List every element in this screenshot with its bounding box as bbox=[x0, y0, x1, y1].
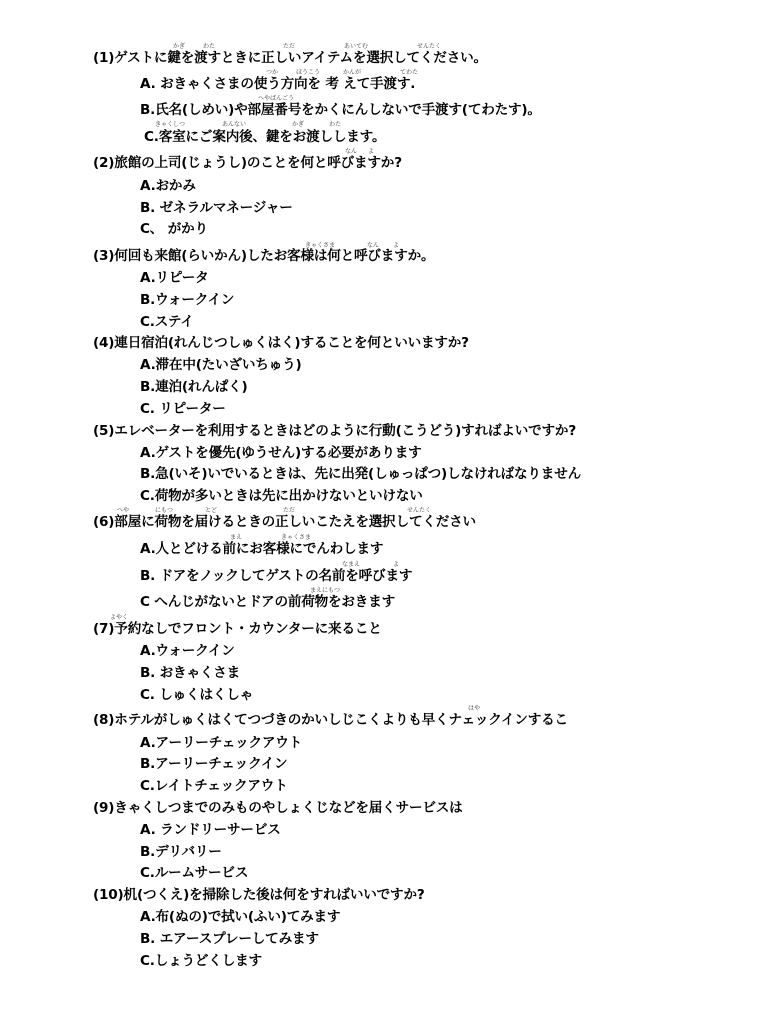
question-text: ホテルがしゅくはくてつづきのかいしじこくよりも早くナェックインするこ bbox=[114, 712, 568, 728]
question-9 bbox=[93, 800, 463, 816]
furigana: なまえ bbox=[342, 561, 361, 568]
furigana: きゃくさま bbox=[305, 242, 336, 249]
furigana: きゃくしつ bbox=[155, 121, 186, 128]
option-3b: B.ウォークイン bbox=[140, 292, 235, 308]
furigana: よ bbox=[393, 242, 400, 249]
furigana: よ bbox=[393, 561, 400, 568]
furigana: よ bbox=[368, 148, 375, 155]
furigana: つか bbox=[266, 69, 279, 76]
option-8a: A.アーリーチェックアウト bbox=[140, 735, 303, 751]
option-4b: B.連泊(れんぱく) bbox=[140, 379, 248, 395]
furigana: あんない bbox=[222, 121, 247, 128]
question-5 bbox=[93, 423, 576, 439]
question-number: (5) bbox=[93, 423, 115, 439]
question-number: (4) bbox=[93, 335, 115, 351]
question-number: (2) bbox=[93, 155, 115, 171]
furigana: よやく bbox=[110, 614, 129, 621]
furigana: てわた bbox=[400, 69, 419, 76]
furigana: あいてむ bbox=[344, 43, 369, 50]
option-9b: B.デリバリー bbox=[140, 844, 222, 860]
question-text: ゲストに鍵を渡すときに正しいアイテムを選択してください。 bbox=[114, 50, 487, 66]
furigana: わた bbox=[329, 121, 342, 128]
furigana: とど bbox=[205, 507, 218, 514]
question-text: エレベーターを利用するときはどのように行動(こうどう)すればよいですか? bbox=[114, 423, 576, 439]
furigana: かぎ bbox=[292, 121, 305, 128]
option-8c: C.レイトチェックアウト bbox=[140, 778, 288, 794]
option-5b: B.急(いそ)いでいるときは、先に出発(しゅっぱつ)しなければなりません bbox=[140, 466, 581, 482]
question-7 bbox=[93, 621, 382, 637]
question-text: 部屋に荷物を届けるときの正しいこたえを選択してください bbox=[114, 514, 476, 530]
option-6a: A.人とどける前にお客様にでんわします bbox=[140, 541, 384, 557]
furigana: ただ bbox=[283, 43, 296, 50]
question-6 bbox=[93, 514, 476, 530]
furigana: はや bbox=[468, 705, 481, 712]
furigana: かぎ bbox=[173, 43, 186, 50]
option-9c: C.ルームサービス bbox=[140, 865, 249, 881]
furigana: まえにもつ bbox=[310, 587, 341, 594]
furigana: なん bbox=[345, 148, 358, 155]
furigana: かんが bbox=[343, 69, 362, 76]
option-7b: B. おきゃくさま bbox=[140, 665, 241, 681]
option-4a: A.滞在中(たいざいちゅう) bbox=[140, 357, 302, 373]
option-10a: A.布(ぬの)で拭い(ふい)てみます bbox=[140, 909, 341, 925]
option-1a: A. おきゃくさまの使う方向を 考 えて手渡す. bbox=[140, 76, 416, 92]
question-text: 連日宿泊(れんじつしゅくはく)することを何といいますか? bbox=[114, 335, 469, 351]
option-1b: B.氏名(しめい)や部屋番号をかくにんしないで手渡す(てわたす)。 bbox=[140, 102, 541, 118]
option-9a: A. ランドリーサービス bbox=[140, 822, 281, 838]
option-4c: C. リピーター bbox=[140, 401, 226, 417]
option-5c: C.荷物が多いときは先に出かけないといけない bbox=[140, 488, 423, 504]
furigana: わた bbox=[203, 43, 216, 50]
furigana: へやばんごう bbox=[258, 95, 295, 102]
furigana: きゃくさま bbox=[281, 534, 312, 541]
option-10c: C.しょうどくします bbox=[140, 953, 262, 969]
furigana: せんたく bbox=[407, 507, 432, 514]
furigana: にもつ bbox=[155, 507, 174, 514]
furigana: へや bbox=[117, 507, 130, 514]
furigana: せんたく bbox=[417, 43, 442, 50]
question-2 bbox=[93, 155, 402, 171]
question-3 bbox=[93, 248, 434, 264]
option-2a: A.おかみ bbox=[140, 178, 196, 194]
question-text: 予約なしでフロント・カウンターに来ること bbox=[114, 621, 382, 637]
option-5a: A.ゲストを優先(ゆうせん)する必要があります bbox=[140, 445, 422, 461]
furigana: ただ bbox=[283, 507, 296, 514]
question-1 bbox=[93, 50, 487, 66]
furigana: まえ bbox=[230, 534, 243, 541]
furigana: ほうこう bbox=[296, 69, 321, 76]
question-number: (10) bbox=[93, 887, 124, 903]
option-1c: C.客室にご案内後、鍵をお渡しします。 bbox=[144, 129, 386, 145]
option-2b: B. ゼネラルマネージャー bbox=[140, 200, 293, 216]
option-8b: B.アーリーチェックイン bbox=[140, 756, 288, 772]
option-7c: C. しゅくはくしゃ bbox=[140, 687, 254, 703]
question-text: きゃくしつまでのみものやしょくじなどを届くサービスは bbox=[114, 800, 463, 816]
option-10b: B. エアースプレーしてみます bbox=[140, 931, 319, 947]
option-2c: C、 がかり bbox=[140, 221, 208, 237]
question-10 bbox=[93, 887, 425, 903]
furigana: なん bbox=[367, 242, 380, 249]
option-7a: A.ウォークイン bbox=[140, 643, 235, 659]
question-number: (1) bbox=[93, 50, 115, 66]
option-3c: C.ステイ bbox=[140, 314, 194, 330]
question-number: (6) bbox=[93, 514, 115, 530]
option-3a: A.リピータ bbox=[140, 270, 209, 286]
option-6b: B. ドアをノックしてゲストの名前を呼びます bbox=[140, 568, 413, 584]
question-text: 何回も来館(らいかん)したお客様は何と呼びますか。 bbox=[114, 248, 435, 264]
question-text: 旅館の上司(じょうし)のことを何と呼びますか? bbox=[114, 155, 402, 171]
question-number: (7) bbox=[93, 621, 115, 637]
question-number: (9) bbox=[93, 800, 115, 816]
question-4 bbox=[93, 335, 469, 351]
question-text: 机(つくえ)を掃除した後は何をすればいいですか? bbox=[123, 887, 425, 903]
question-number: (8) bbox=[93, 712, 115, 728]
question-number: (3) bbox=[93, 248, 115, 264]
question-8 bbox=[93, 712, 568, 728]
option-6c: C へんじがないとドアの前荷物をおきます bbox=[140, 594, 395, 610]
